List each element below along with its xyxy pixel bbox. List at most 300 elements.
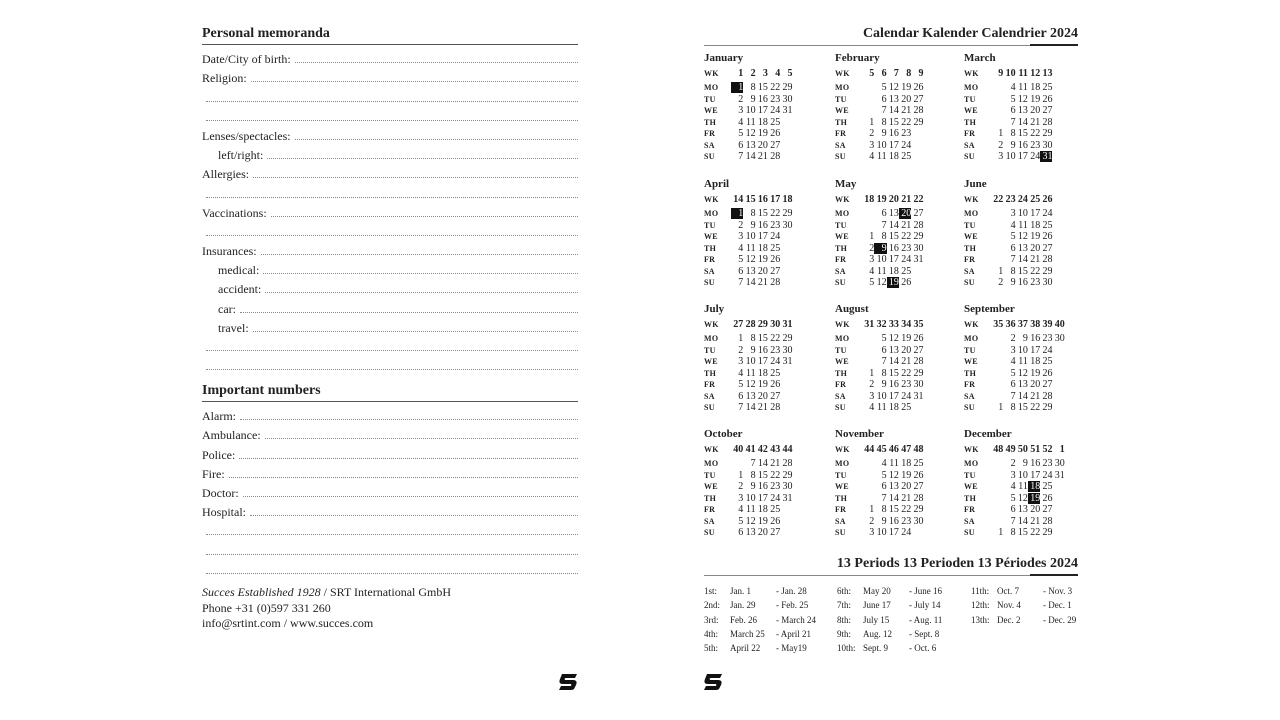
form-line[interactable] [202, 203, 578, 222]
month-block [964, 428, 1089, 539]
week-number: 16 [757, 193, 768, 205]
date-cell: 19 [901, 469, 912, 481]
date-cell: 7 [1010, 515, 1016, 527]
periods-column [971, 586, 1076, 629]
day-row [835, 458, 960, 470]
form-line-label: car: [202, 303, 240, 318]
date-cell: 7 [750, 458, 756, 470]
day-row [704, 277, 829, 289]
date-cell: 4 [869, 151, 875, 163]
calendar-title-rule [704, 45, 1078, 46]
month-name: September [964, 303, 1015, 315]
day-row [835, 470, 960, 482]
day-row [835, 516, 960, 528]
date-cell: 20 [901, 93, 912, 105]
holiday-date: 18 [1028, 481, 1040, 492]
form-line[interactable] [202, 49, 578, 68]
form-line[interactable] [202, 560, 578, 579]
date-cell: 29 [1042, 265, 1053, 277]
period-to: - March 24 [776, 614, 816, 625]
date-cell: 26 [913, 333, 924, 345]
month-name: August [835, 303, 869, 315]
date-cell: 26 [913, 82, 924, 94]
date-cell: 9 [1022, 458, 1028, 470]
date-cell: 28 [770, 402, 781, 414]
date-cell: 14 [1017, 116, 1028, 128]
date-cell: 16 [888, 379, 899, 391]
date-cell: 18 [757, 242, 768, 254]
day-row [704, 231, 829, 243]
period-n: 9th: [837, 628, 852, 639]
day-row [964, 208, 1089, 220]
date-cell: 4 [738, 504, 744, 516]
week-number: 17 [770, 193, 781, 205]
weekday-label: SA [704, 266, 715, 276]
form-line[interactable] [202, 521, 578, 540]
date-cell: 30 [782, 481, 793, 493]
date-cell: 10 [745, 105, 756, 117]
form-line[interactable] [202, 356, 578, 375]
weekday-label: FR [704, 380, 716, 390]
periods-title: 13 Periods 13 Perioden 13 Périodes 2024 [836, 556, 1078, 571]
day-row [835, 277, 960, 289]
weekday-label: SU [835, 152, 846, 162]
weekday-label: MO [964, 83, 979, 93]
weekday-label: FR [704, 255, 716, 265]
date-cell: 10 [1017, 469, 1028, 481]
form-line[interactable] [202, 298, 578, 317]
dotted-line [251, 81, 578, 82]
day-row [964, 470, 1089, 482]
holiday-date: 19 [1028, 493, 1040, 504]
date-cell: 17 [1030, 208, 1041, 220]
week-number: 9 [998, 67, 1004, 79]
date-cell: 5 [881, 333, 887, 345]
form-line-label: Doctor: [202, 487, 243, 502]
date-cell: 16 [757, 93, 768, 105]
dotted-line [253, 177, 578, 178]
dotted-line [271, 216, 578, 217]
wk-label: WK [835, 194, 850, 204]
weekday-label: TU [964, 345, 976, 355]
day-row [964, 128, 1089, 140]
week-number-row [964, 442, 1089, 456]
date-cell: 2 [738, 219, 744, 231]
month-block [964, 52, 1089, 163]
period-n: 7th: [837, 600, 852, 611]
form-line[interactable] [202, 164, 578, 183]
date-cell: 8 [750, 208, 756, 220]
date-cell: 31 [782, 105, 793, 117]
week-number: 30 [770, 318, 781, 330]
form-line[interactable] [202, 222, 578, 241]
weekday-label: TU [704, 345, 716, 355]
date-cell: 3 [738, 231, 744, 243]
form-line-label: Ambulance: [202, 429, 265, 444]
month-block [964, 178, 1089, 289]
weekday-label: FR [704, 505, 716, 515]
date-cell: 24 [770, 356, 781, 368]
day-row [964, 82, 1089, 94]
date-cell: 5 [738, 379, 744, 391]
week-number: 43 [770, 443, 781, 455]
calendar-page [704, 26, 1078, 539]
memoranda-title: Personal memoranda [202, 26, 578, 45]
date-cell: 26 [1042, 492, 1053, 504]
weekday-label: MO [704, 83, 719, 93]
date-cell: 11 [745, 116, 756, 128]
period-row [837, 643, 942, 657]
weekday-label: TH [964, 368, 977, 378]
holiday-date: 31 [1040, 151, 1052, 162]
date-cell: 1 [998, 527, 1004, 539]
date-cell: 18 [888, 402, 899, 414]
date-cell: 5 [738, 515, 744, 527]
week-number: 23 [1005, 193, 1016, 205]
date-cell: 2 [738, 344, 744, 356]
form-line[interactable] [202, 406, 578, 425]
date-cell: 6 [881, 344, 887, 356]
day-row [835, 117, 960, 129]
form-line[interactable] [202, 126, 578, 145]
date-cell: 24 [770, 105, 781, 117]
period-n: 6th: [837, 586, 852, 596]
week-number: 1 [738, 67, 744, 79]
form-line[interactable] [202, 183, 578, 202]
period-n: 8th: [837, 614, 852, 625]
date-cell: 13 [888, 208, 899, 220]
weekday-label: SU [964, 152, 975, 162]
holiday-date: 9 [874, 243, 886, 254]
week-number: 13 [1042, 67, 1053, 79]
date-cell: 28 [913, 356, 924, 368]
period-from: Dec. 2 [997, 614, 1021, 625]
week-number: 11 [1018, 67, 1028, 79]
period-from: Jan. 29 [730, 600, 756, 611]
date-cell: 25 [901, 402, 912, 414]
form-line[interactable] [202, 464, 578, 483]
form-line[interactable] [202, 425, 578, 444]
period-n: 3rd: [704, 614, 719, 625]
date-cell: 30 [782, 93, 793, 105]
day-row [835, 493, 960, 505]
day-row [704, 504, 829, 516]
date-cell: 21 [901, 219, 912, 231]
date-cell: 16 [1017, 277, 1028, 289]
date-cell: 24 [1042, 208, 1053, 220]
weekday-label: SA [704, 391, 715, 401]
week-number: 50 [1017, 443, 1028, 455]
date-cell: 24 [1042, 469, 1053, 481]
weekday-label: SU [964, 278, 975, 288]
date-cell: 14 [1017, 515, 1028, 527]
week-number: 48 [913, 443, 924, 455]
date-cell: 24 [901, 390, 912, 402]
period-to: - May19 [776, 643, 807, 654]
period-from: Sept. 9 [863, 643, 889, 654]
period-from: Aug. 12 [863, 628, 892, 639]
day-row [964, 527, 1089, 539]
dotted-line [295, 139, 578, 140]
date-cell: 11 [1018, 219, 1028, 231]
date-cell: 4 [1010, 219, 1016, 231]
period-to: - Dec. 1 [1043, 600, 1072, 611]
date-cell: 3 [869, 254, 875, 266]
date-cell: 8 [750, 82, 756, 94]
week-number: 52 [1042, 443, 1053, 455]
date-cell: 16 [888, 242, 899, 254]
date-cell: 31 [913, 390, 924, 402]
day-row [704, 470, 829, 482]
date-cell: 27 [1042, 242, 1053, 254]
date-cell: 17 [1030, 344, 1041, 356]
month-name: July [704, 303, 725, 315]
date-cell: 28 [913, 492, 924, 504]
date-cell: 6 [738, 139, 744, 151]
date-cell: 4 [738, 367, 744, 379]
date-cell: 7 [881, 219, 887, 231]
week-number: 34 [901, 318, 912, 330]
date-cell: 21 [757, 277, 768, 289]
date-cell: 3 [738, 492, 744, 504]
day-row [704, 254, 829, 266]
week-number: 18 [782, 193, 793, 205]
weekday-label: TU [964, 470, 976, 480]
dotted-line [253, 331, 578, 332]
date-cell: 28 [1042, 390, 1053, 402]
date-cell: 12 [1017, 231, 1028, 243]
form-line[interactable] [202, 68, 578, 87]
day-row [964, 277, 1089, 289]
date-cell: 25 [1042, 356, 1053, 368]
date-cell: 28 [1042, 515, 1053, 527]
date-cell: 1 [869, 231, 875, 243]
month-block [704, 52, 829, 163]
form-line[interactable] [202, 279, 578, 298]
memoranda-list [202, 49, 578, 375]
date-cell: 9 [750, 481, 756, 493]
date-cell: 10 [876, 527, 887, 539]
date-cell: 27 [1042, 504, 1053, 516]
form-line[interactable] [202, 444, 578, 463]
day-row [835, 208, 960, 220]
date-cell: 4 [738, 116, 744, 128]
date-cell: 15 [888, 504, 899, 516]
month-name: November [835, 428, 884, 440]
personal-memoranda-section [202, 26, 578, 375]
date-cell: 15 [888, 367, 899, 379]
day-row [704, 220, 829, 232]
month-name: January [704, 52, 744, 64]
form-line[interactable] [202, 145, 578, 164]
date-cell: 28 [770, 151, 781, 163]
date-cell: 21 [770, 458, 781, 470]
date-cell: 22 [901, 231, 912, 243]
brand-name: Succes Established 1928 [202, 585, 321, 599]
weekday-label: TH [835, 243, 848, 253]
week-number: 4 [775, 67, 781, 79]
date-cell: 30 [1042, 277, 1053, 289]
date-cell: 6 [1010, 105, 1016, 117]
period-n: 12th: [971, 600, 990, 611]
date-cell: 7 [738, 151, 744, 163]
week-number: 5 [869, 67, 875, 79]
date-cell: 30 [1054, 458, 1065, 470]
form-line-label: medical: [202, 264, 263, 279]
date-cell: 4 [869, 265, 875, 277]
day-row [704, 94, 829, 106]
date-cell: 3 [869, 527, 875, 539]
form-line[interactable] [202, 337, 578, 356]
week-number: 32 [876, 318, 887, 330]
period-to: - Jan. 28 [776, 586, 807, 596]
weekday-label: MO [835, 334, 850, 344]
date-cell: 27 [770, 139, 781, 151]
month-block [704, 428, 829, 539]
day-row [704, 266, 829, 278]
date-cell: 27 [913, 93, 924, 105]
weekday-label: SU [704, 278, 715, 288]
dotted-line [261, 254, 578, 255]
date-cell: 6 [738, 265, 744, 277]
date-cell: 11 [1018, 481, 1028, 493]
date-cell: 6 [881, 481, 887, 493]
weekday-label: TH [704, 368, 717, 378]
date-cell: 8 [881, 504, 887, 516]
date-cell: 14 [888, 105, 899, 117]
day-row [835, 402, 960, 414]
week-number: 46 [888, 443, 899, 455]
date-cell: 13 [888, 93, 899, 105]
date-cell: 21 [1030, 515, 1041, 527]
day-row [704, 516, 829, 528]
date-cell: 11 [876, 402, 887, 414]
day-row [964, 333, 1089, 345]
form-line[interactable] [202, 502, 578, 521]
weekday-label: TU [704, 220, 716, 230]
period-n: 10th: [837, 643, 856, 654]
weekday-label: WE [835, 482, 849, 492]
week-number-row [704, 442, 829, 456]
week-number: 22 [993, 193, 1004, 205]
day-row [704, 128, 829, 140]
date-cell: 26 [770, 515, 781, 527]
succes-logo-icon [702, 672, 724, 692]
day-row [704, 493, 829, 505]
date-cell: 2 [998, 139, 1004, 151]
weekday-label: FR [835, 255, 847, 265]
weekday-label: TU [964, 220, 976, 230]
weekday-label: TH [835, 493, 848, 503]
day-row [835, 368, 960, 380]
date-cell: 14 [1017, 254, 1028, 266]
form-line[interactable] [202, 483, 578, 502]
week-number: 21 [901, 193, 912, 205]
form-line[interactable] [202, 241, 578, 260]
date-cell: 1 [738, 469, 744, 481]
dotted-line [206, 369, 578, 370]
important-numbers-section [202, 383, 578, 579]
week-number: 44 [782, 443, 793, 455]
week-number: 3 [762, 67, 768, 79]
day-row [835, 266, 960, 278]
date-cell: 18 [888, 151, 899, 163]
month-block [835, 52, 960, 163]
day-row [835, 254, 960, 266]
date-cell: 18 [888, 265, 899, 277]
date-cell: 18 [757, 116, 768, 128]
period-row [837, 615, 942, 629]
date-cell: 26 [1042, 93, 1053, 105]
weekday-label: SU [835, 528, 846, 538]
week-number: 39 [1042, 318, 1053, 330]
weekday-label: SU [835, 403, 846, 413]
period-to: - Nov. 3 [1043, 586, 1073, 596]
form-line[interactable] [202, 318, 578, 337]
form-line[interactable] [202, 540, 578, 559]
date-cell: 2 [869, 242, 875, 254]
month-block [704, 303, 829, 414]
date-cell: 13 [1017, 504, 1028, 516]
dotted-line [250, 515, 578, 516]
weekday-label: SA [835, 391, 846, 401]
week-number: 2 [750, 67, 756, 79]
date-cell: 12 [745, 128, 756, 140]
week-number: 37 [1017, 318, 1028, 330]
date-cell: 6 [1010, 242, 1016, 254]
succes-logo-icon [557, 672, 579, 692]
date-cell: 30 [782, 219, 793, 231]
date-cell: 31 [782, 356, 793, 368]
form-line[interactable] [202, 87, 578, 106]
week-number: 33 [888, 318, 899, 330]
wk-label: WK [964, 68, 979, 78]
wk-label: WK [704, 444, 719, 454]
week-number-row [964, 317, 1089, 331]
day-row [964, 117, 1089, 129]
period-to: - Dec. 29 [1043, 614, 1077, 625]
date-cell: 19 [1030, 231, 1041, 243]
form-line[interactable] [202, 107, 578, 126]
dotted-line [206, 534, 578, 535]
day-row [704, 368, 829, 380]
date-cell: 2 [738, 481, 744, 493]
wk-label: WK [704, 68, 719, 78]
weekday-label: SU [835, 278, 846, 288]
day-row [704, 379, 829, 391]
date-cell: 15 [757, 469, 768, 481]
date-cell: 30 [913, 242, 924, 254]
dotted-line [240, 419, 578, 420]
date-cell: 27 [913, 208, 924, 220]
date-cell: 4 [1010, 82, 1016, 94]
date-cell: 31 [1054, 469, 1065, 481]
period-n: 5th: [704, 643, 719, 654]
date-cell: 18 [757, 504, 768, 516]
weekday-label: FR [835, 505, 847, 515]
day-row [835, 151, 960, 163]
week-number-row [704, 192, 829, 206]
date-cell: 10 [876, 254, 887, 266]
date-cell: 22 [1030, 265, 1041, 277]
weekday-label: MO [964, 459, 979, 469]
day-row [964, 266, 1089, 278]
date-cell: 10 [876, 139, 887, 151]
day-row [964, 402, 1089, 414]
date-cell: 8 [750, 333, 756, 345]
periods-column [837, 586, 942, 657]
form-line[interactable] [202, 260, 578, 279]
